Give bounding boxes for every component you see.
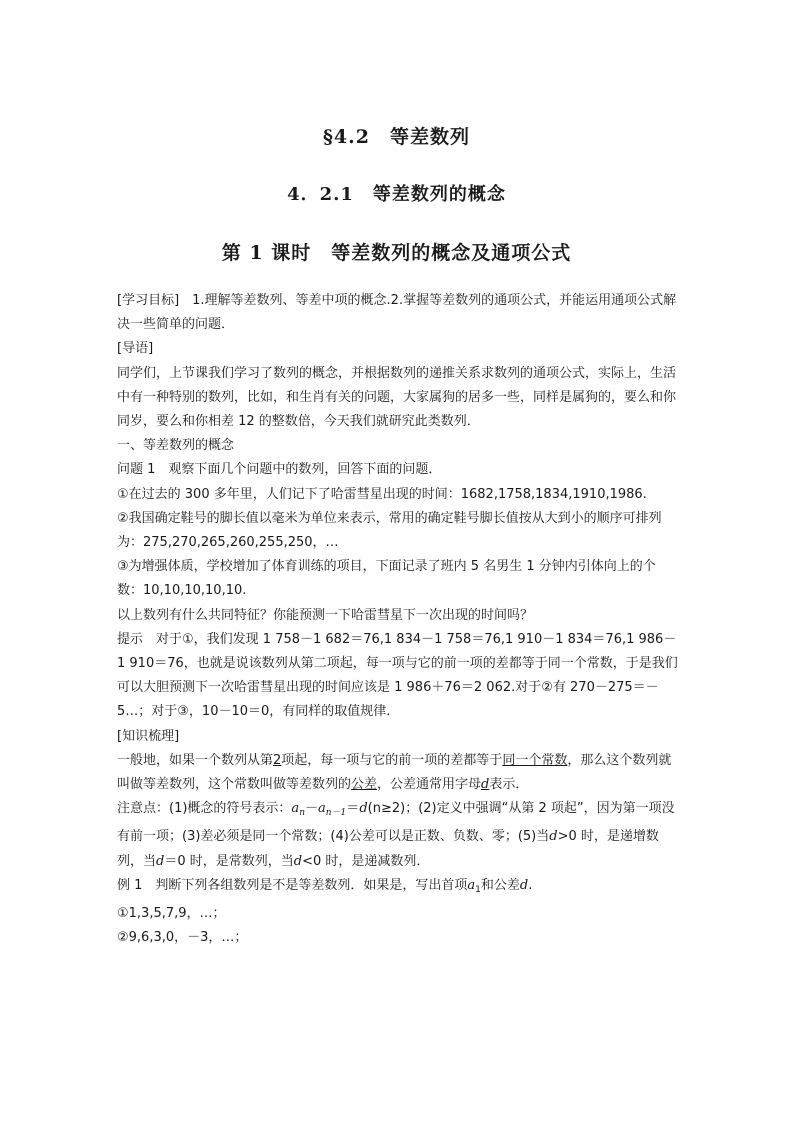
formula-cond: (n≥2) bbox=[367, 801, 406, 817]
example-d: d bbox=[519, 877, 529, 893]
document-body bbox=[117, 289, 681, 950]
note-text-3: >0 时，是递增数列，当 bbox=[117, 829, 659, 869]
example-1 bbox=[117, 874, 681, 902]
question-item-2: ②我国确定鞋号的脚长值以毫米为单位来表示，常用的确定鞋号脚长值按从大到小的顺序可排列为：275,270,265,260,255,250，… bbox=[117, 510, 662, 551]
def-text-1: 一般地，如果一个数列从第 bbox=[117, 752, 274, 768]
note-d-2: d bbox=[549, 829, 558, 845]
def-text-7: ，公差通常用字母 bbox=[377, 777, 482, 793]
def-blank-2: 2 bbox=[273, 752, 282, 768]
intro-paragraph: 同学们，上节课我们学习了数列的概念，并根据数列的递推关系求数列的通项公式，实际上，生活中有一种特别的数列，比如，和生肖有关的问题，大家属狗的居多一些，同样是属狗的，要么和你同岁，要么和你相差 12 的整数倍，今天我们就研究此类数列． bbox=[117, 365, 677, 430]
example-item-1: ①1,3,5,7,9，…； bbox=[117, 906, 226, 922]
section-title: §4.2 等差数列 bbox=[323, 126, 470, 148]
question-item-1: ①在过去的 300 多年里，人们记下了哈雷彗星出现的时间：1682,1758,1834,1910,1986. bbox=[117, 486, 647, 502]
note-d-4: d bbox=[293, 853, 303, 869]
def-blank-common-difference: 公差 bbox=[351, 777, 378, 793]
formula-a: a bbox=[291, 801, 300, 817]
example-a-sub: 1 bbox=[475, 884, 481, 895]
formula-minus: － bbox=[304, 801, 318, 817]
knowledge-tag: [知识梳理] bbox=[117, 728, 180, 744]
formula-d: d bbox=[359, 801, 368, 817]
example-text-2: 和公差 bbox=[480, 877, 520, 893]
question-1-ask: 以上数列有什么共同特征？你能预测一下哈雷彗星下一次出现的时间吗？ bbox=[117, 607, 534, 623]
part1-title: 一、等差数列的概念 bbox=[117, 438, 235, 454]
note-text-4: ＝0 时，是常数列，当 bbox=[164, 853, 294, 869]
notes-paragraph bbox=[117, 797, 681, 874]
def-text-5: ，那么这个数列就叫做等差数列，这个常数叫做等差数列的 bbox=[117, 752, 672, 793]
example-a: a bbox=[467, 877, 476, 893]
definition-paragraph bbox=[117, 749, 681, 797]
formula-a-prev: a bbox=[318, 801, 326, 817]
def-text-3: 项起，每一项与它的前一项的差都等于 bbox=[281, 752, 503, 768]
question-1: 问题 1 观察下面几个问题中的数列，回答下面的问题． bbox=[117, 462, 442, 478]
formula-sub-n-1: n－1 bbox=[325, 808, 347, 819]
example-text-3: . bbox=[528, 877, 533, 893]
intro-tag: [导语] bbox=[117, 341, 154, 357]
note-d-3: d bbox=[156, 853, 165, 869]
note-text-2: ；(2)定义中强调“从第 2 项起”，因为第一项没有前一项；(3)差必须是同一个常数；(4)公差可以是正数、负数、零；(5)当 bbox=[117, 801, 675, 845]
formula-sub-n: n bbox=[299, 808, 305, 819]
formula-eq: ＝ bbox=[346, 801, 360, 817]
learning-goal: [学习目标] 1.理解等差数列、等差中项的概念.2.掌握等差数列的通项公式，并能运用通项公式解决一些简单的问题． bbox=[117, 293, 677, 333]
lesson-title: 第 1 课时 等差数列的概念及通项公式 bbox=[221, 242, 572, 264]
def-text-9: 表示． bbox=[489, 777, 529, 793]
note-text-1: 注意点：(1)概念的符号表示： bbox=[117, 801, 292, 817]
def-blank-constant: 同一个常数 bbox=[502, 752, 568, 768]
hint-paragraph: 提示 对于①，我们发现 1 758－1 682＝76,1 834－1 758＝76,1 910－1 834＝76,1 986－1 910＝76，也就是说该数列从第二项起，每一项与它的前一项的差都等于同一个常数，于是我们可以大胆预测下一次哈雷彗星出现的时间应该是 1 986＋76＝2 062.对于②有 270－275＝－5…；对于③，10－10＝0，有同样的取值规律． bbox=[117, 631, 678, 720]
subsection-title: 4．2.1 等差数列的概念 bbox=[287, 184, 506, 205]
example-item-2: ②9,6,3,0，－3，…； bbox=[117, 930, 248, 946]
question-item-3: ③为增强体质，学校增加了体育训练的项目，下面记录了班内 5 名男生 1 分钟内引体向上的个数：10,10,10,10,10. bbox=[117, 559, 656, 599]
note-text-5: <0 时，是递减数列． bbox=[302, 853, 430, 869]
example-text-1: 例 1 判断下列各组数列是不是等差数列．如果是，写出首项 bbox=[117, 877, 468, 893]
def-blank-d: d bbox=[481, 777, 490, 793]
